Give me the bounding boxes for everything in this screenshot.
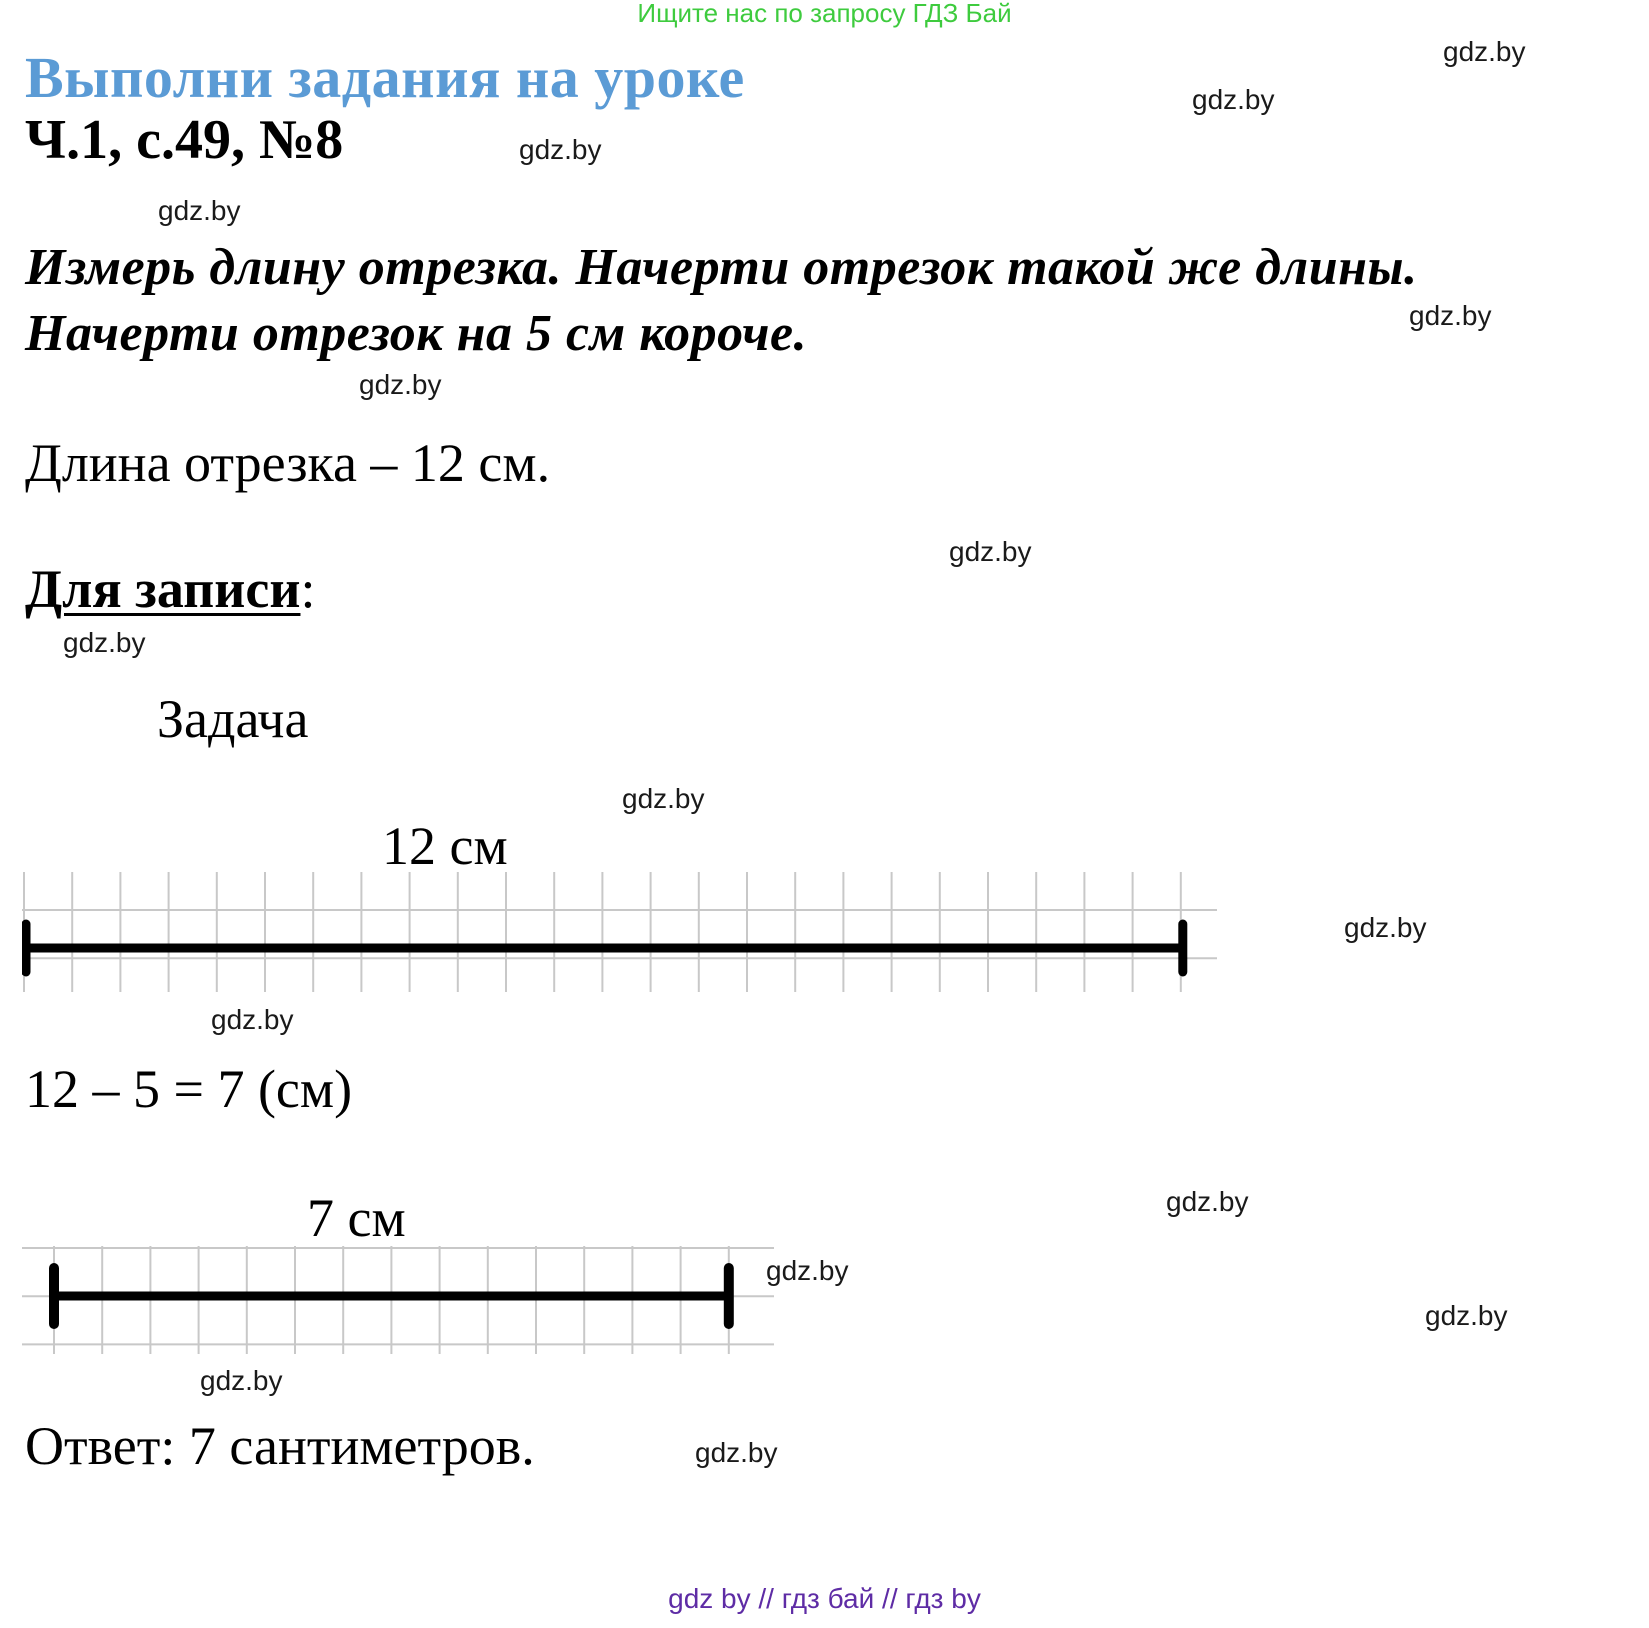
record-colon: : xyxy=(300,559,316,619)
watermark: gdz.by xyxy=(1166,1186,1249,1217)
watermark: gdz.by xyxy=(622,783,705,814)
segment-1-grid xyxy=(22,872,1217,992)
watermark: gdz.by xyxy=(1425,1300,1508,1331)
task-heading: Задача xyxy=(157,689,309,749)
watermark: gdz.by xyxy=(695,1437,778,1468)
segment-2-grid xyxy=(22,1246,774,1354)
watermark: gdz.by xyxy=(1409,300,1492,331)
watermark: gdz.by xyxy=(519,134,602,165)
watermark: gdz.by xyxy=(949,536,1032,567)
instruction-line-2: Начерти отрезок на 5 см короче. xyxy=(25,305,808,362)
segment-1-label: 12 см xyxy=(382,816,508,876)
watermark: gdz.by xyxy=(359,369,442,400)
record-heading xyxy=(25,558,315,620)
exercise-reference: Ч.1, с.49, №8 xyxy=(25,109,344,171)
watermark: gdz.by xyxy=(1344,912,1427,943)
watermark: gdz.by xyxy=(1443,36,1526,67)
watermark: gdz.by xyxy=(63,627,146,658)
section-title: Выполни задания на уроке xyxy=(25,45,745,110)
search-banner: Ищите нас по запросу ГДЗ Бай xyxy=(637,0,1012,28)
record-label: Для записи xyxy=(25,559,301,619)
answer: Ответ: 7 сантиметров. xyxy=(25,1416,535,1476)
watermark: gdz.by xyxy=(158,195,241,226)
footer-links: gdz by // гдз бай // гдз by xyxy=(668,1583,981,1614)
instruction-line-1: Измерь длину отрезка. Начерти отрезок такой же длины. xyxy=(25,239,1418,296)
watermark: gdz.by xyxy=(766,1255,849,1286)
segment-2-label: 7 см xyxy=(307,1188,406,1248)
watermark: gdz.by xyxy=(211,1004,294,1035)
length-statement: Длина отрезка – 12 см. xyxy=(25,433,551,493)
watermark: gdz.by xyxy=(200,1365,283,1396)
equation: 12 – 5 = 7 (см) xyxy=(25,1059,353,1119)
watermark: gdz.by xyxy=(1192,84,1275,115)
